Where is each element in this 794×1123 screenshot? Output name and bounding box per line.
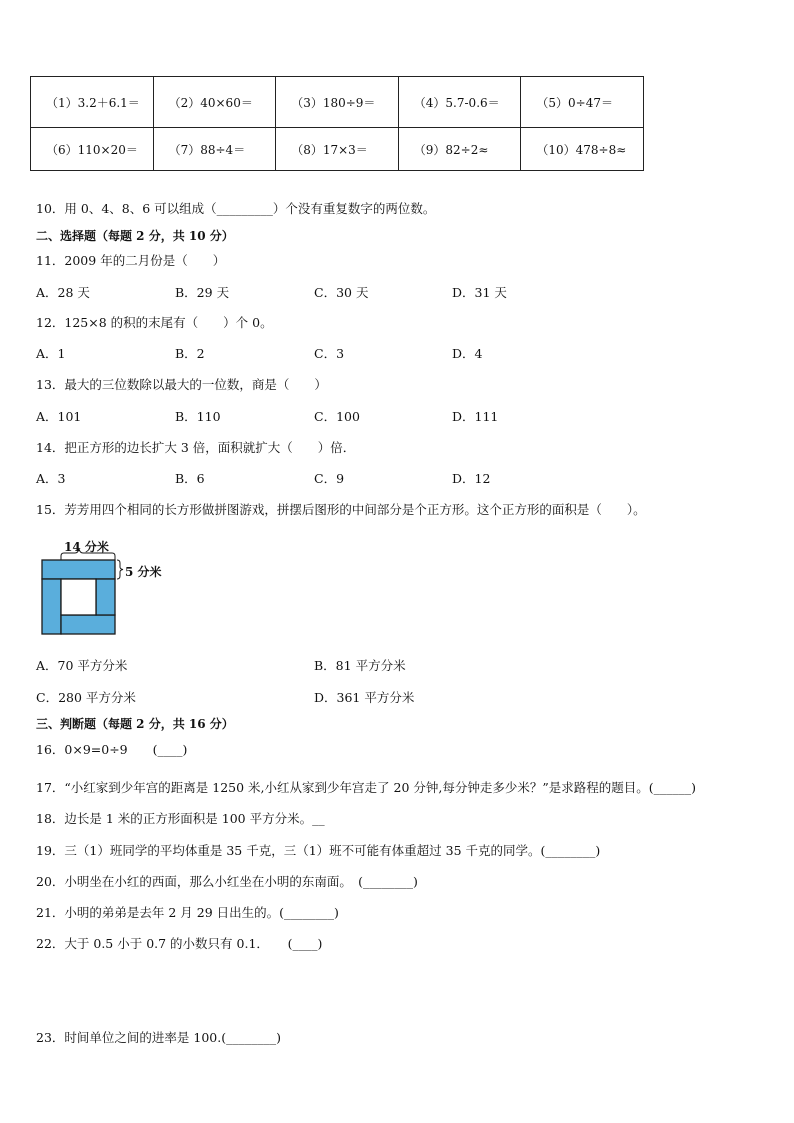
option-c: C．3 xyxy=(314,346,345,361)
question-13: 13．最大的三位数除以最大的一位数，商是（ ） xyxy=(36,377,327,392)
question-15: 15．芳芳用四个相同的长方形做拼图游戏，拼摆后图形的中间部分是个正方形。这个正方形的面积是（ ）。 xyxy=(36,502,646,517)
option-a: A．101 xyxy=(36,409,82,424)
option-c: C．9 xyxy=(314,471,345,486)
table-cell: （2）40×60＝ xyxy=(153,77,276,128)
table-cell: （6）110×20＝ xyxy=(31,128,154,171)
rectangle-puzzle-figure xyxy=(38,538,168,638)
side-brace xyxy=(117,560,123,579)
option-c: C．100 xyxy=(314,409,360,424)
left-rectangle xyxy=(42,579,61,634)
table-cell: （8）17×3＝ xyxy=(276,128,399,171)
table-cell: （10）478÷8≈ xyxy=(521,128,644,171)
question-11: 11．2009 年的二月份是（ ） xyxy=(36,253,226,268)
question-19: 19．三（1）班同学的平均体重是 35 千克，三（1）班不可能有体重超过 35 千克的同学。(________) xyxy=(36,843,601,858)
option-d: D．361 平方分米 xyxy=(314,690,415,705)
section-judgement-heading: 三、判断题（每题 2 分，共 16 分） xyxy=(36,717,234,731)
section-choice-heading: 二、选择题（每题 2 分，共 10 分） xyxy=(36,229,234,243)
top-length-label: 14 分米 xyxy=(64,540,109,554)
table-cell: （3）180÷9＝ xyxy=(276,77,399,128)
question-21: 21．小明的弟弟是去年 2 月 29 日出生的。(________) xyxy=(36,905,339,920)
right-rectangle xyxy=(96,579,115,615)
table-cell: （1）3.2＋6.1＝ xyxy=(31,77,154,128)
table-cell: （4）5.7-0.6＝ xyxy=(398,77,521,128)
question-18: 18．边长是 1 米的正方形面积是 100 平方分米。__ xyxy=(36,811,325,826)
table-cell: （9）82÷2≈ xyxy=(398,128,521,171)
option-a: A．3 xyxy=(36,471,66,486)
option-a: A．1 xyxy=(36,346,66,361)
bottom-rectangle xyxy=(61,615,115,634)
question-23: 23．时间单位之间的进率是 100.(________) xyxy=(36,1030,281,1045)
option-d: D．111 xyxy=(452,409,499,424)
option-b: B．110 xyxy=(175,409,221,424)
question-12: 12．125×8 的积的末尾有（ ）个 0。 xyxy=(36,315,273,330)
option-b: B．2 xyxy=(175,346,205,361)
top-rectangle xyxy=(42,560,115,579)
option-d: D．4 xyxy=(452,346,483,361)
option-b: B．29 天 xyxy=(175,285,230,300)
option-c: C．280 平方分米 xyxy=(36,690,136,705)
option-b: B．6 xyxy=(175,471,205,486)
question-22: 22．大于 0.5 小于 0.7 的小数只有 0.1． (____) xyxy=(36,936,323,951)
calculation-table xyxy=(30,76,644,171)
question-10: 10．用 0、4、8、6 可以组成（_________）个没有重复数字的两位数。 xyxy=(36,201,436,216)
table-cell: （7）88÷4＝ xyxy=(153,128,276,171)
question-20: 20．小明坐在小红的西面，那么小红坐在小明的东南面。 (________) xyxy=(36,874,418,889)
question-16: 16．0×9=0÷9 (____) xyxy=(36,742,188,757)
question-17: 17．“小红家到少年宫的距离是 1250 米,小红从家到少年宫走了 20 分钟,每分钟走多少米？”是求路程的题目。(______) xyxy=(36,780,696,795)
option-a: A．28 天 xyxy=(36,285,90,300)
side-length-label: 5 分米 xyxy=(125,565,162,579)
table-row xyxy=(31,77,644,128)
option-d: D．31 天 xyxy=(452,285,507,300)
table-cell: （5）0÷47＝ xyxy=(521,77,644,128)
option-c: C．30 天 xyxy=(314,285,369,300)
option-a: A．70 平方分米 xyxy=(36,658,128,673)
table-row xyxy=(31,128,644,171)
center-square xyxy=(61,579,96,615)
question-14: 14．把正方形的边长扩大 3 倍，面积就扩大（ ）倍． xyxy=(36,440,356,455)
option-d: D．12 xyxy=(452,471,491,486)
option-b: B．81 平方分米 xyxy=(314,658,406,673)
